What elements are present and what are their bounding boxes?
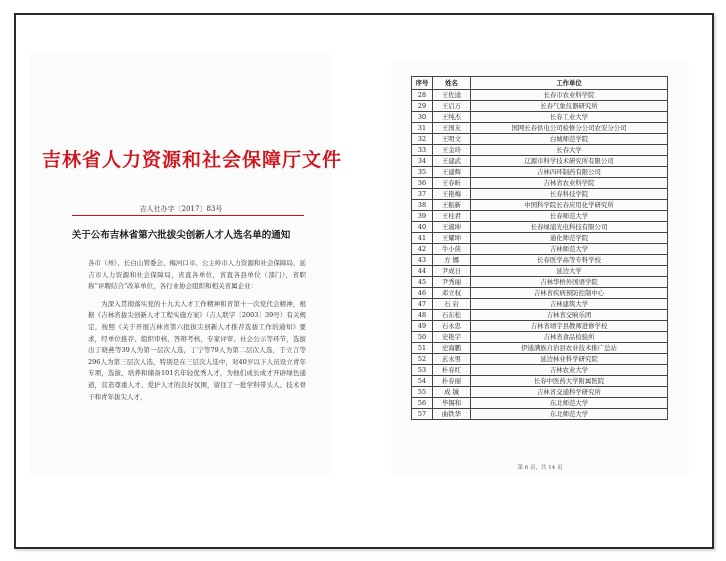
row-workplace: 延边大学 [471,266,668,277]
row-number: 30 [412,112,433,123]
candidate-table [411,76,668,420]
table-row [412,365,668,376]
row-workplace: 吉林建筑大学 [471,299,668,310]
row-workplace: 吉林省交响乐团 [471,310,668,321]
row-number: 42 [412,244,433,255]
row-name: 王建武 [433,156,471,167]
row-name: 牛小侠 [433,244,471,255]
table-row [412,211,668,222]
row-workplace: 长春师范大学 [471,211,668,222]
row-name: 石永忠 [433,321,471,332]
row-name: 朴春丽 [433,376,471,387]
table-row [412,200,668,211]
agency-title: 吉林省人力资源和社会保障厅文件 [42,149,343,171]
table-row [412,277,668,288]
row-workplace: 长春大学 [471,145,668,156]
row-name: 王启万 [433,101,471,112]
row-number: 31 [412,123,433,134]
header-name: 姓名 [433,77,471,90]
table-row [412,178,668,189]
table-row [412,266,668,277]
table-row [412,343,668,354]
header-workplace: 工作单位 [471,77,668,90]
row-name: 邓立权 [433,288,471,299]
row-name: 石东松 [433,310,471,321]
row-name: 曲铁华 [433,409,471,420]
row-number: 54 [412,376,433,387]
row-number: 50 [412,332,433,343]
row-number: 34 [412,156,433,167]
row-number: 52 [412,354,433,365]
row-workplace: 中国科学院长春应用化学研究所 [471,200,668,211]
row-number: 53 [412,365,433,376]
row-number: 41 [412,233,433,244]
row-workplace: 长春中医药大学附属医院 [471,376,668,387]
row-number: 28 [412,90,433,101]
row-number: 38 [412,200,433,211]
row-number: 37 [412,189,433,200]
table-row [412,189,668,200]
row-workplace: 国网长春供电公司检修分公司农安分公司 [471,123,668,134]
row-name: 王佐逵 [433,90,471,101]
row-name: 王建辉 [433,167,471,178]
red-divider [72,215,304,216]
row-number: 29 [412,101,433,112]
row-name: 尹秀丽 [433,277,471,288]
row-number: 36 [412,178,433,189]
document-number: 吉人社办字〔2017〕83号 [139,205,223,213]
table-row [412,233,668,244]
row-name: 朴春红 [433,365,471,376]
row-number: 57 [412,409,433,420]
table-row [412,156,668,167]
table-row [412,134,668,145]
row-workplace: 东北师范大学 [471,409,668,420]
row-workplace: 延边林业科学研究院 [471,354,668,365]
row-workplace: 长春市农业科学院 [471,90,668,101]
row-number: 48 [412,310,433,321]
notice-title: 关于公布吉林省第六批拔尖创新人才人选名单的通知 [71,230,291,241]
header-number: 序号 [412,77,433,90]
row-number: 44 [412,266,433,277]
table-row [412,376,668,387]
table-row [412,299,668,310]
table-row [412,167,668,178]
row-name: 王桂君 [433,211,471,222]
row-workplace: 吉林省食品检验所 [471,332,668,343]
table-row [412,123,668,134]
row-number: 56 [412,398,433,409]
row-name: 玄永男 [433,354,471,365]
row-name: 王明文 [433,134,471,145]
row-workplace: 长春科技学院 [471,189,668,200]
row-name: 石 岩 [433,299,471,310]
row-name: 王耀坤 [433,233,471,244]
table-row [412,244,668,255]
table-row [412,288,668,299]
row-workplace: 长春医学高等专科学校 [471,255,668,266]
row-workplace: 长春绿浦光电科技有限公司 [471,222,668,233]
row-workplace: 东北师范大学 [471,398,668,409]
table-row [412,112,668,123]
page-footer: 第 6 页，共 14 页 [517,465,563,471]
table-row [412,354,668,365]
row-workplace: 吉林省疾病预防控制中心 [471,288,668,299]
row-number: 47 [412,299,433,310]
left-document-page [30,53,343,475]
row-number: 39 [412,211,433,222]
row-number: 33 [412,145,433,156]
row-workplace: 吉林省交通科学研究所 [471,387,668,398]
table-row [412,332,668,343]
table-row [412,255,668,266]
row-workplace: 吉林师范大学 [471,244,668,255]
row-workplace: 长春气象仪器研究所 [471,101,668,112]
row-name: 毕锡和 [433,398,471,409]
row-name: 王振新 [433,200,471,211]
table-row [412,222,668,233]
row-workplace: 吉林省靖宇县教师进修学校 [471,321,668,332]
row-number: 55 [412,387,433,398]
right-document-page [391,62,689,474]
row-name: 王纯杰 [433,112,471,123]
notice-body [88,258,306,409]
table-header-row [412,77,668,90]
row-workplace: 伊通满族自治县农业技术推广总站 [471,343,668,354]
row-number: 32 [412,134,433,145]
row-number: 43 [412,255,433,266]
row-name: 尹成日 [433,266,471,277]
row-name: 史海鹏 [433,343,471,354]
table-row [412,101,668,112]
table-row [412,90,668,101]
row-workplace: 吉林四环制药有限公司 [471,167,668,178]
table-row [412,398,668,409]
row-workplace: 吉林华桥外国语学院 [471,277,668,288]
table-row [412,321,668,332]
row-number: 46 [412,288,433,299]
row-workplace: 白城师范学院 [471,134,668,145]
row-name: 王艳梅 [433,189,471,200]
row-number: 45 [412,277,433,288]
row-workplace: 吉林省农业科学院 [471,178,668,189]
paragraph-main: 为深入贯彻落实党的十九大人才工作精神和省第十一次党代会精神，根据《吉林省拔尖创新人才工程实施方案》（吉人联字〔2003〕39号）有关规定，按照《关于开展吉林省第六批拔尖创新人才推荐选拔工作的通知》要求，经单位推荐、组织审核、答辩考核、专家评审、社会公示等环节，选拔出丁晓燕等39人为第一层次人选，丁宁等79人为第二层次人选，于立言等296人为第三层次人选，特别是在三层次人选中，对40岁以下人员设立青年专项，选拔、培养和储备101名年轻优秀人才，为他们成长成才开辟绿色通道，营造尊重人才、爱护人才的良好氛围，留住了一批学科带头人、技术骨干和青年拔尖人才， [88,299,306,401]
row-name: 方 娜 [433,255,471,266]
table-row [412,387,668,398]
row-number: 35 [412,167,433,178]
row-workplace: 通化师范学院 [471,233,668,244]
paragraph-addressees: 各市（州）、长白山管委会、梅河口市、公主岭市人力资源和社会保障局，延吉市人力资源和社会保障局，省直各单位，省直各县单位（部门），省职称“评聘结合”改革单位，各行业协会组织和相关省属企业： [88,259,306,291]
row-workplace: 辽源市科学技术研究所有限公司 [471,156,668,167]
row-number: 49 [412,321,433,332]
row-name: 成 铖 [433,387,471,398]
table-row [412,145,668,156]
row-name: 王春昕 [433,178,471,189]
row-name: 王国友 [433,123,471,134]
table-row [412,310,668,321]
table-body [412,90,668,420]
table-row [412,409,668,420]
row-number: 40 [412,222,433,233]
row-workplace: 吉林农业大学 [471,365,668,376]
row-name: 史艳宇 [433,332,471,343]
row-workplace: 长春工业大学 [471,112,668,123]
row-number: 51 [412,343,433,354]
row-name: 王淑坤 [433,222,471,233]
row-name: 王金玲 [433,145,471,156]
